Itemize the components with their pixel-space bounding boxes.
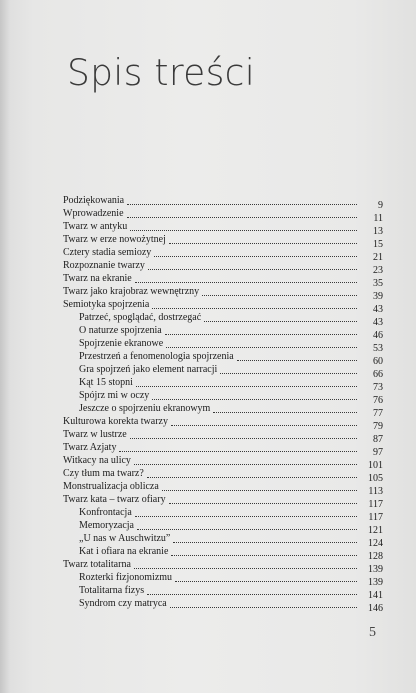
toc-entry-title: Twarz kata – twarz ofiary bbox=[63, 494, 166, 505]
dot-leader bbox=[202, 295, 357, 296]
toc-entry-title: Twarz jako krajobraz wewnętrzny bbox=[63, 286, 200, 297]
dot-leader bbox=[154, 256, 357, 257]
toc-entry-page: 77 bbox=[373, 408, 383, 419]
toc-entry bbox=[63, 558, 383, 575]
toc-entry bbox=[63, 480, 383, 497]
dot-leader bbox=[162, 490, 357, 491]
toc-entry-page: 128 bbox=[368, 551, 383, 562]
dot-leader bbox=[171, 425, 357, 426]
toc-subentry bbox=[63, 350, 383, 367]
toc-entry-title: Wprowadzenie bbox=[63, 208, 124, 219]
page-title: Spis treści bbox=[67, 52, 256, 95]
toc-subentry bbox=[63, 545, 383, 562]
dot-leader bbox=[127, 217, 357, 218]
toc-subentry bbox=[63, 402, 383, 419]
dot-leader bbox=[135, 282, 357, 283]
toc-subentry bbox=[63, 532, 383, 549]
toc-entry-page: 139 bbox=[368, 564, 383, 575]
toc-entry-title: Twarz w lustrze bbox=[63, 429, 127, 440]
dot-leader bbox=[147, 477, 357, 478]
toc-subentry bbox=[63, 506, 383, 523]
toc-entry-title: Rozterki fizjonomizmu bbox=[79, 572, 173, 583]
toc-entry-page: 46 bbox=[373, 330, 383, 341]
dot-leader bbox=[134, 464, 357, 465]
toc-entry-title: Witkacy na ulicy bbox=[63, 455, 131, 466]
dot-leader bbox=[165, 334, 357, 335]
toc-entry-page: 146 bbox=[368, 603, 383, 614]
dot-leader bbox=[220, 373, 357, 374]
toc-entry-title: Semiotyka spojrzenia bbox=[63, 299, 150, 310]
dot-leader bbox=[130, 438, 357, 439]
toc-entry-page: 87 bbox=[373, 434, 383, 445]
dot-leader bbox=[171, 555, 357, 556]
dot-leader bbox=[204, 321, 357, 322]
dot-leader bbox=[169, 503, 357, 504]
toc-entry-page: 9 bbox=[378, 200, 383, 211]
toc-entry-page: 35 bbox=[373, 278, 383, 289]
dot-leader bbox=[152, 308, 357, 309]
toc-entry-page: 23 bbox=[373, 265, 383, 276]
toc-entry-page: 73 bbox=[373, 382, 383, 393]
toc-entry-title: Jeszcze o spojrzeniu ekranowym bbox=[79, 403, 211, 414]
toc-entry-page: 101 bbox=[368, 460, 383, 471]
toc-entry-page: 13 bbox=[373, 226, 383, 237]
toc-entry-title: Gra spojrzeń jako element narracji bbox=[79, 364, 218, 375]
toc-entry-page: 117 bbox=[368, 512, 383, 523]
toc-entry bbox=[63, 207, 383, 224]
toc-entry bbox=[63, 467, 383, 484]
toc-entry-page: 76 bbox=[373, 395, 383, 406]
toc-entry-title: Memoryzacja bbox=[79, 520, 134, 531]
toc-entry-title: Konfrontacja bbox=[79, 507, 132, 518]
toc-subentry bbox=[63, 337, 383, 354]
dot-leader bbox=[137, 529, 357, 530]
toc-entry-title: Przestrzeń a fenomenologia spojrzenia bbox=[79, 351, 234, 362]
dot-leader bbox=[119, 451, 357, 452]
toc-entry bbox=[63, 272, 383, 289]
toc-subentry bbox=[63, 389, 383, 406]
dot-leader bbox=[147, 594, 357, 595]
toc-entry-page: 66 bbox=[373, 369, 383, 380]
toc-entry-title: Monstrualizacja oblicza bbox=[63, 481, 159, 492]
toc-entry-page: 21 bbox=[373, 252, 383, 263]
toc-entry-title: Twarz na ekranie bbox=[63, 273, 132, 284]
toc-entry-page: 105 bbox=[368, 473, 383, 484]
dot-leader bbox=[166, 347, 357, 348]
dot-leader bbox=[237, 360, 357, 361]
toc-entry-page: 113 bbox=[368, 486, 383, 497]
dot-leader bbox=[127, 204, 357, 205]
toc-entry bbox=[63, 220, 383, 237]
toc-subentry bbox=[63, 597, 383, 614]
table-of-contents bbox=[63, 194, 383, 614]
toc-entry-page: 141 bbox=[368, 590, 383, 601]
dot-leader bbox=[148, 269, 357, 270]
toc-entry-page: 53 bbox=[373, 343, 383, 354]
toc-entry bbox=[63, 298, 383, 315]
dot-leader bbox=[152, 399, 357, 400]
toc-entry-title: Czy tłum ma twarz? bbox=[63, 468, 144, 479]
toc-entry-page: 15 bbox=[373, 239, 383, 250]
toc-subentry bbox=[63, 311, 383, 328]
dot-leader bbox=[169, 243, 357, 244]
toc-entry-page: 124 bbox=[368, 538, 383, 549]
toc-subentry bbox=[63, 363, 383, 380]
toc-entry-title: Twarz w antyku bbox=[63, 221, 128, 232]
dot-leader bbox=[170, 607, 357, 608]
toc-entry-page: 60 bbox=[373, 356, 383, 367]
toc-entry-page: 117 bbox=[368, 499, 383, 510]
toc-entry-page: 39 bbox=[373, 291, 383, 302]
toc-entry-title: „U nas w Auschwitzu” bbox=[79, 533, 171, 544]
toc-entry-title: Spojrzenie ekranowe bbox=[79, 338, 164, 349]
dot-leader bbox=[135, 516, 357, 517]
toc-subentry bbox=[63, 584, 383, 601]
toc-entry-page: 11 bbox=[373, 213, 383, 224]
toc-entry-title: O naturze spojrzenia bbox=[79, 325, 162, 336]
toc-entry-title: Totalitarna fizys bbox=[79, 585, 145, 596]
toc-entry-page: 43 bbox=[373, 317, 383, 328]
toc-entry bbox=[63, 428, 383, 445]
toc-entry-title: Podziękowania bbox=[63, 195, 125, 206]
toc-subentry bbox=[63, 571, 383, 588]
dot-leader bbox=[173, 542, 357, 543]
toc-entry bbox=[63, 415, 383, 432]
toc-entry-title: Twarz Azjaty bbox=[63, 442, 117, 453]
dot-leader bbox=[134, 568, 357, 569]
toc-entry bbox=[63, 454, 383, 471]
toc-entry bbox=[63, 259, 383, 276]
toc-entry bbox=[63, 194, 383, 211]
toc-entry bbox=[63, 233, 383, 250]
toc-entry-page: 79 bbox=[373, 421, 383, 432]
toc-entry bbox=[63, 246, 383, 263]
toc-subentry bbox=[63, 324, 383, 341]
toc-subentry bbox=[63, 519, 383, 536]
toc-entry-title: Twarz w erze nowożytnej bbox=[63, 234, 166, 245]
toc-entry bbox=[63, 493, 383, 510]
dot-leader bbox=[130, 230, 357, 231]
toc-entry-title: Rozpoznanie twarzy bbox=[63, 260, 145, 271]
toc-entry-page: 97 bbox=[373, 447, 383, 458]
toc-entry-title: Kulturowa korekta twarzy bbox=[63, 416, 168, 427]
toc-entry-title: Spójrz mi w oczy bbox=[79, 390, 150, 401]
toc-subentry bbox=[63, 376, 383, 393]
toc-entry-title: Kat i ofiara na ekranie bbox=[79, 546, 169, 557]
toc-entry-page: 139 bbox=[368, 577, 383, 588]
toc-entry-title: Twarz totalitarna bbox=[63, 559, 131, 570]
page-number: 5 bbox=[369, 625, 376, 640]
dot-leader bbox=[213, 412, 357, 413]
toc-entry-title: Cztery stadia semiozy bbox=[63, 247, 152, 258]
toc-entry-page: 43 bbox=[373, 304, 383, 315]
toc-entry-page: 121 bbox=[368, 525, 383, 536]
toc-entry bbox=[63, 441, 383, 458]
dot-leader bbox=[175, 581, 357, 582]
toc-entry-title: Patrzeć, spoglądać, dostrzegać bbox=[79, 312, 202, 323]
dot-leader bbox=[136, 386, 357, 387]
toc-entry-title: Syndrom czy matryca bbox=[79, 598, 167, 609]
toc-entry bbox=[63, 285, 383, 302]
toc-entry-title: Kąt 15 stopni bbox=[79, 377, 133, 388]
